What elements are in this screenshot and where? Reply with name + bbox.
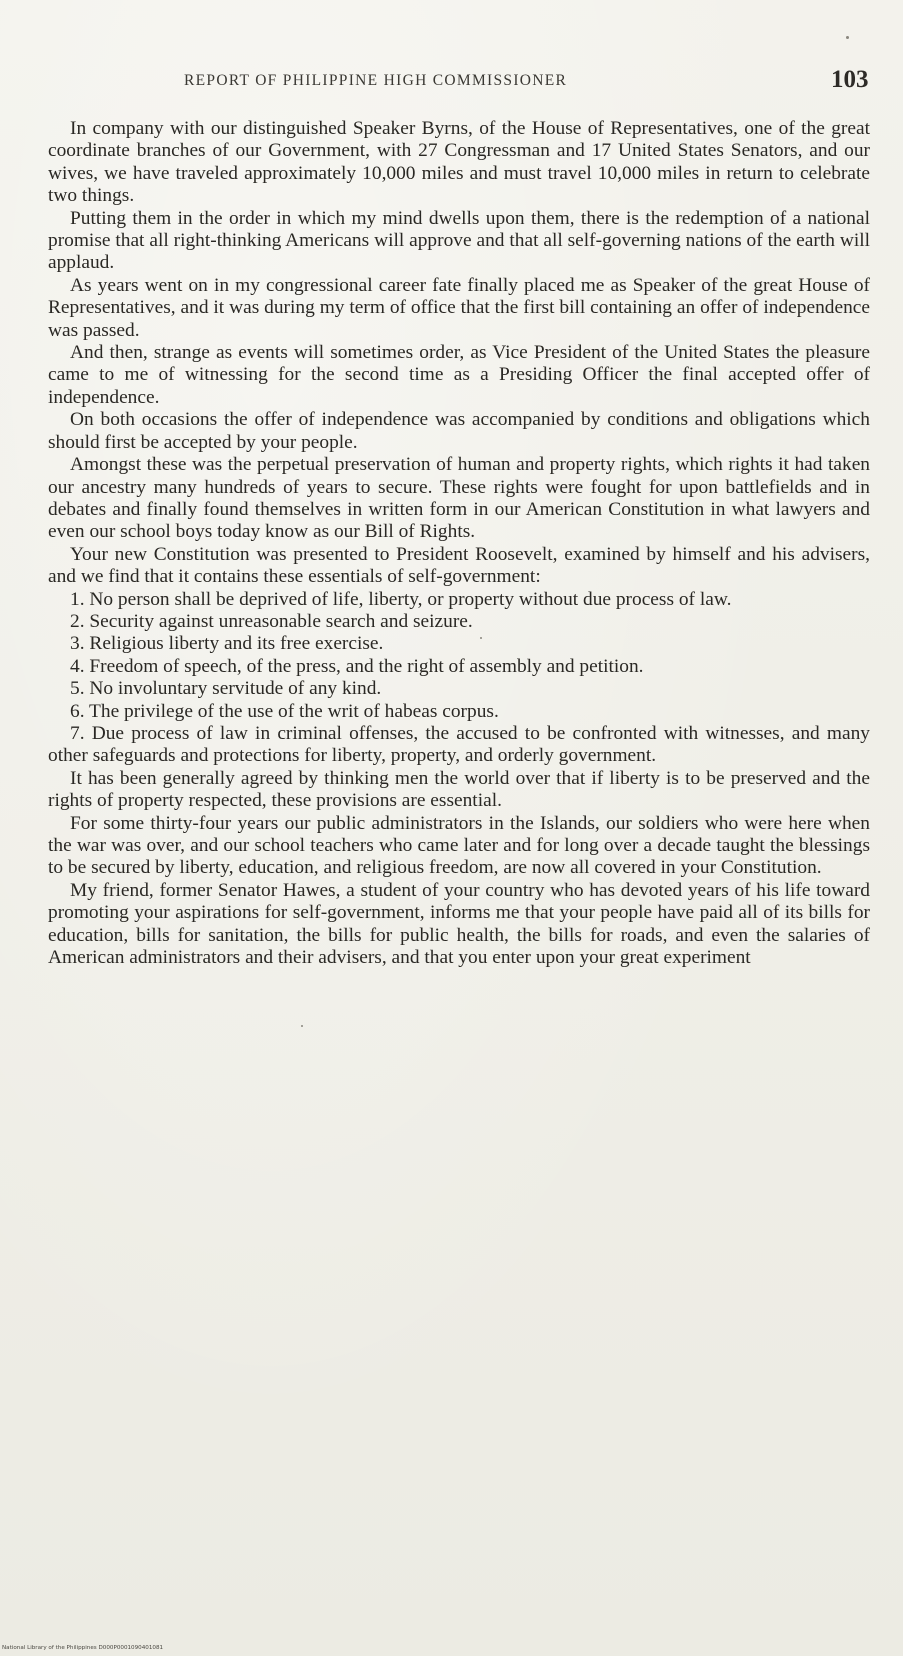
list-item: 7. Due process of law in criminal offenses, the accused to be confronted with witnesses, and many other safeguards and protections for liberty, property, and orderly government. (48, 722, 870, 767)
paragraph: My friend, former Senator Hawes, a student of your country who has devoted years of his life toward promoting your aspirations for self-government, informs me that your people have paid all of its bills for education, bills for sanitation, the bills for public health, the bills for roads, and even the salaries of American administrators and their advisers, and that you enter upon your great experiment (48, 879, 870, 969)
dust-speck (301, 1025, 303, 1027)
dust-speck (480, 637, 482, 639)
list-item: 1. No person shall be deprived of life, liberty, or property without due process of law. (70, 588, 732, 610)
page-number: 103 (831, 66, 869, 93)
list-item: 2. Security against unreasonable search and seizure. (70, 610, 473, 632)
body-text (48, 118, 870, 969)
paragraph: Putting them in the order in which my mind dwells upon them, there is the redemption of a national promise that all right-thinking Americans will approve and that all self-governing nations of the earth will applaud. (48, 207, 870, 274)
paragraph: In company with our distinguished Speaker Byrns, of the House of Representatives, one of the great coordinate branches of our Government, with 27 Congressman and 17 United States Senators, and our wives, we have traveled approximately 10,000 miles and must travel 10,000 miles in return to celebrate two things. (48, 118, 870, 207)
paragraph: Your new Constitution was presented to President Roosevelt, examined by himself and his advisers, and we find that it contains these essentials of self-government: (48, 543, 870, 588)
running-head: REPORT OF PHILIPPINE HIGH COMMISSIONER (184, 72, 568, 89)
paragraph: On both occasions the offer of independence was accompanied by conditions and obligations which should first be accepted by your people. (48, 409, 870, 453)
list-item: 3. Religious liberty and its free exercise. (70, 633, 384, 655)
paragraph: As years went on in my congressional career fate finally placed me as Speaker of the great House of Representatives, and it was during my term of office that the first bill containing an offer of independence was passed. (48, 274, 870, 341)
paragraph: For some thirty-four years our public administrators in the Islands, our soldiers who were here when the war was over, and our school teachers who came later and for long over a decade taught the blessings to be secured by liberty, education, and religious freedom, are now all covered in your Constitution. (48, 812, 870, 879)
paragraph: Amongst these was the perpetual preservation of human and property rights, which rights it had taken our ancestry many hundreds of years to secure. These rights were fought for upon battlefields and in debates and finally found themselves in written form in our American Constitution in what lawyers and even our school boys today know as our Bill of Rights. (48, 454, 870, 543)
list-item: 5. No involuntary servitude of any kind. (70, 678, 382, 700)
paragraph: And then, strange as events will sometimes order, as Vice President of the United States the pleasure came to me of witnessing for the second time as a Presiding Officer the final accepted offer of independence. (48, 342, 870, 408)
scan-credit: National Library of the Philippines D000P0001090401081 (2, 1645, 164, 1651)
dust-speck (846, 36, 849, 39)
paragraph: It has been generally agreed by thinking men the world over that if liberty is to be preserved and the rights of property respected, these provisions are essential. (48, 767, 870, 812)
list-item: 4. Freedom of speech, of the press, and the right of assembly and petition. (70, 655, 644, 677)
list-item: 6. The privilege of the use of the writ of habeas corpus. (70, 700, 499, 722)
page-header (0, 66, 903, 106)
